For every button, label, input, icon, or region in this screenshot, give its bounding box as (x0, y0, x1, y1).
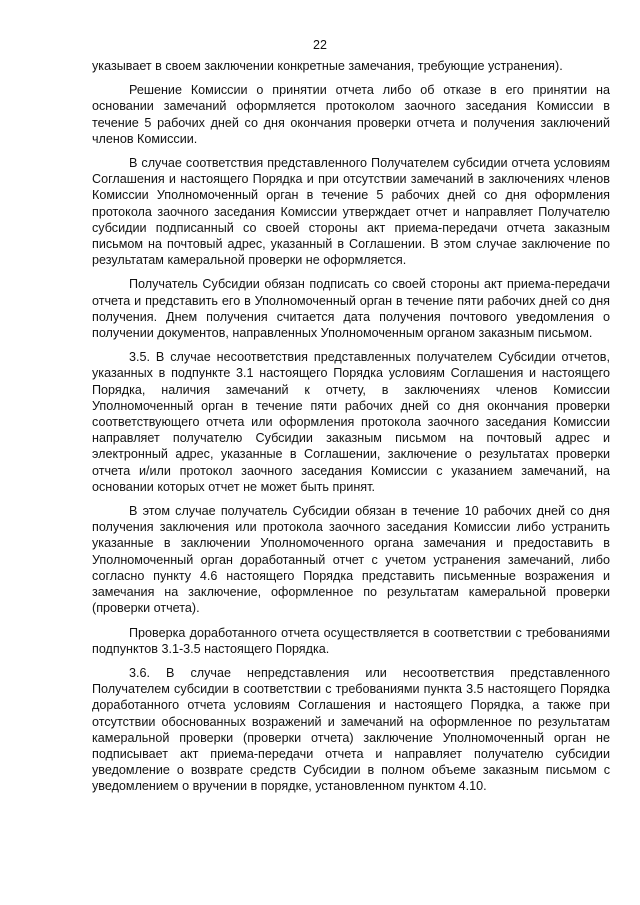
paragraph-report-compliance: В случае соответствия представленного Получателем субсидии отчета условиям Соглашения и настоящего Порядка и при отсутствии замечаний в заключениях членов Комиссии Уполномоченный орган в течение 5 рабочих дней со дня оформления протокола заочного заседания Комиссии утверждает отчет и направляет Получателю субсидии подписанный со своей стороны акт приема-передачи отчета заказным письмом на почтовый адрес, указанный в Соглашении. В этом случае заключение по результатам камеральной проверки не оформляется. (92, 156, 610, 268)
paragraph-revised-report-check: Проверка доработанного отчета осуществляется в соответствии с требованиями подпунктов 3.1-3.5 настоящего Порядка. (92, 625, 610, 656)
paragraph-recipient-obligation: Получатель Субсидии обязан подписать со своей стороны акт приема-передачи отчета и представить его в Уполномоченный орган в течение пяти рабочих дней со дня получения. Днем получения считается дата получения почтового уведомления о получении документов, направленных Уполномоченным органом заказным письмом. (92, 277, 610, 341)
paragraph-continuation: указывает в своем заключении конкретные замечания, требующие устранения). (92, 59, 563, 73)
paragraph-commission-decision: Решение Комиссии о принятии отчета либо об отказе в его принятии на основании замечаний оформляется протоколом заочного заседания Комиссии в течение 5 рабочих дней со дня окончания проверки отчета и получения заключений членов Комиссии. (92, 83, 610, 146)
paragraph-revision-deadline: В этом случае получатель Субсидии обязан в течение 10 рабочих дней со дня получения заключения или протокола заочного заседания Комиссии либо устранить указанные в заключении Уполномоченного органа замечания и предоставить в Уполномоченный орган доработанный отчет с учетом устранения замечаний, либо согласно пункту 4.6 настоящего Порядка представить письменные возражения и замечания на заключение, оформленное по результатам камеральной проверки (проверки отчета). (92, 504, 610, 616)
paragraph-clause-3-6: 3.6. В случае непредставления или несоответствия представленного Получателем субсидии в соответствии с требованиями пункта 3.5 настоящего Порядка доработанного отчета условиям Соглашения и настоящего Порядка, а также при отсутствии обоснованных возражений и замечаний на оформленное по результатам камеральной проверки (проверки отчета) заключение Уполномоченный орган не подписывает акт приема-передачи отчета и направляет получателю субсидии уведомление о возврате средств Субсидии в полном объеме заказным письмом с уведомлением о вручении в порядке, установленном пунктом 4.10. (92, 665, 610, 794)
paragraph-clause-3-5: 3.5. В случае несоответствия представленных получателем Субсидии отчетов, указанных в подпункте 3.1 настоящего Порядка условиям Соглашения и настоящего Порядка, наличия замечаний к отчету, в заключениях членов Комиссии Уполномоченный орган в течение пяти рабочих дней со дня окончания проверки соответствующего отчета или оформления протокола заочного заседания Комиссии направляет получателю Субсидии заказным письмом на почтовый адрес и электронный адрес, указанные в Соглашении, заключение о результатах проверки отчета и/или протокол заочного заседания Комиссии с указанием замечаний, на основании которых отчет не может быть принят. (92, 350, 610, 494)
document-body (92, 58, 610, 803)
page-number: 22 (313, 38, 327, 52)
